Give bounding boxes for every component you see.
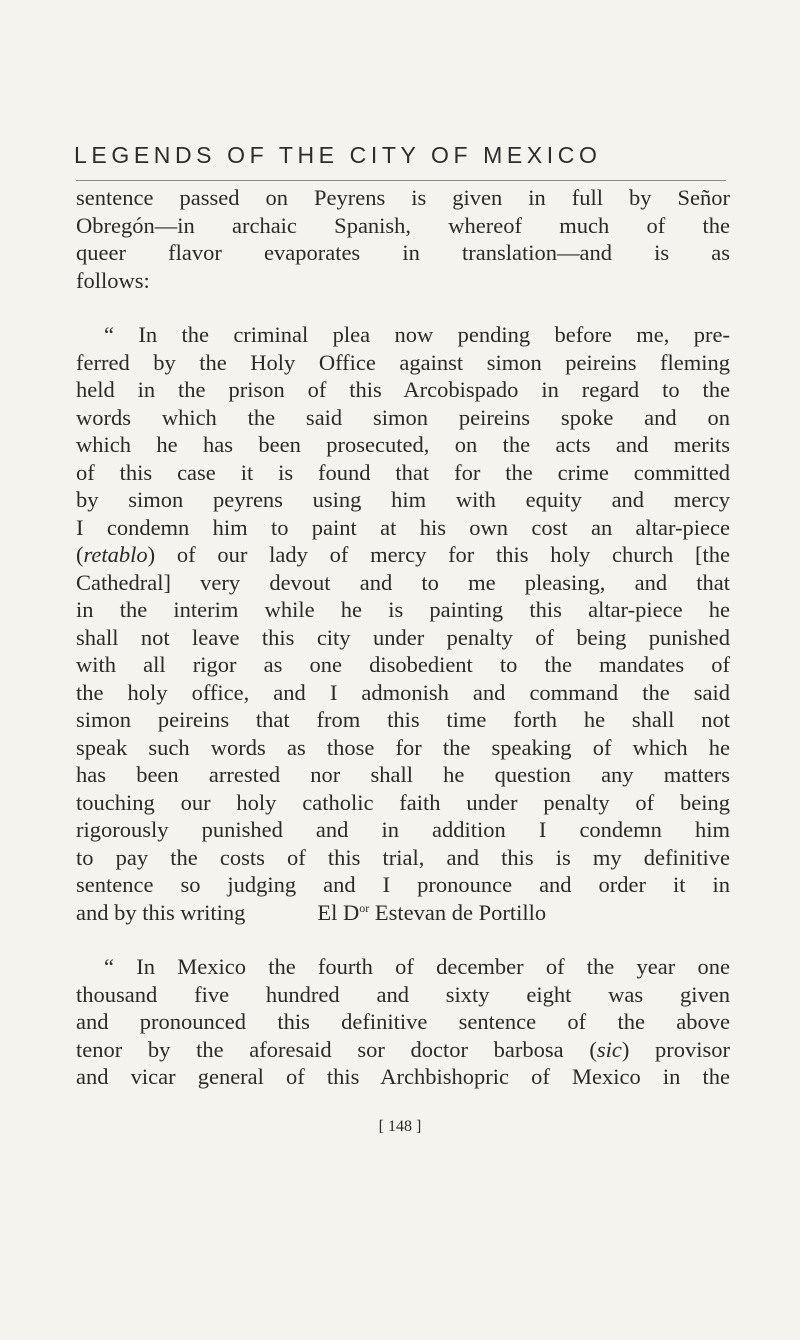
text-line: held in the prison of this Arcobispado in regard to the xyxy=(76,377,730,402)
closing-line xyxy=(76,899,730,927)
text-line: the holy office, and I admonish and command the said xyxy=(76,679,730,705)
text-line: queer flavor evaporates in translation—and is as xyxy=(76,240,730,265)
text-line: Cathedral] very devout and to me pleasing, and that xyxy=(76,569,730,595)
closing-text: and by this writing xyxy=(76,899,246,925)
text-line: Obregón—in archaic Spanish, whereof much of the xyxy=(76,212,730,238)
text-line: of this case it is found that for the crime committed xyxy=(76,459,730,485)
text-line: “ In Mexico the fourth of december of the year one xyxy=(104,954,730,979)
text-line: I condemn him to paint at his own cost an altar-piece xyxy=(76,514,730,540)
running-head: LEGENDS OF THE CITY OF MEXICO xyxy=(74,142,602,168)
paragraph-record xyxy=(76,953,730,1091)
text-line: words which the said simon peireins spoke and on xyxy=(76,404,730,430)
signature-superscript: or xyxy=(359,900,370,915)
signature-prefix: El D xyxy=(317,899,360,925)
paragraph-sentence xyxy=(76,321,730,926)
text-line: and pronounced this definitive sentence of the above xyxy=(76,1009,730,1034)
text-line: sentence passed on Peyrens is given in full by Señor xyxy=(76,185,730,210)
text-line: thousand five hundred and sixty eight was given xyxy=(76,981,730,1007)
body-text xyxy=(76,184,730,1091)
text-line: simon peireins that from this time forth he shall not xyxy=(76,707,730,732)
text-line: sentence so judging and I pronounce and order it in xyxy=(76,872,730,897)
text-line: tenor by the aforesaid sor doctor barbosa (sic) provisor xyxy=(76,1036,730,1062)
header-rule xyxy=(76,180,726,181)
text-line: follows: xyxy=(76,267,150,293)
paragraph-intro xyxy=(76,184,730,294)
text-line: rigorously punished and in addition I condemn him xyxy=(76,817,730,842)
paragraph-gap xyxy=(76,926,730,953)
text-line: to pay the costs of this trial, and this is my definitive xyxy=(76,844,730,870)
signature-name: Estevan de Portillo xyxy=(374,899,547,925)
text-line: (retablo) of our lady of mercy for this holy church [the xyxy=(76,542,730,567)
page-number: [ 148 ] xyxy=(378,1118,422,1135)
text-line: with all rigor as one disobedient to the mandates of xyxy=(76,652,730,677)
text-line: “ In the criminal plea now pending before me, pre- xyxy=(104,322,730,347)
text-line: and vicar general of this Archbishopric of Mexico in the xyxy=(76,1064,730,1089)
text-line: which he has been prosecuted, on the acts and merits xyxy=(76,432,730,457)
paragraph-gap xyxy=(76,294,730,321)
text-line: shall not leave this city under penalty of being punished xyxy=(76,624,730,650)
text-line: touching our holy catholic faith under penalty of being xyxy=(76,789,730,815)
text-line: by simon peyrens using him with equity and mercy xyxy=(76,487,730,512)
text-line: ferred by the Holy Office against simon peireins fleming xyxy=(76,349,730,375)
text-line: has been arrested nor shall he question any matters xyxy=(76,762,730,787)
text-line: speak such words as those for the speaking of which he xyxy=(76,734,730,760)
text-line: in the interim while he is painting this altar-piece he xyxy=(76,597,730,622)
